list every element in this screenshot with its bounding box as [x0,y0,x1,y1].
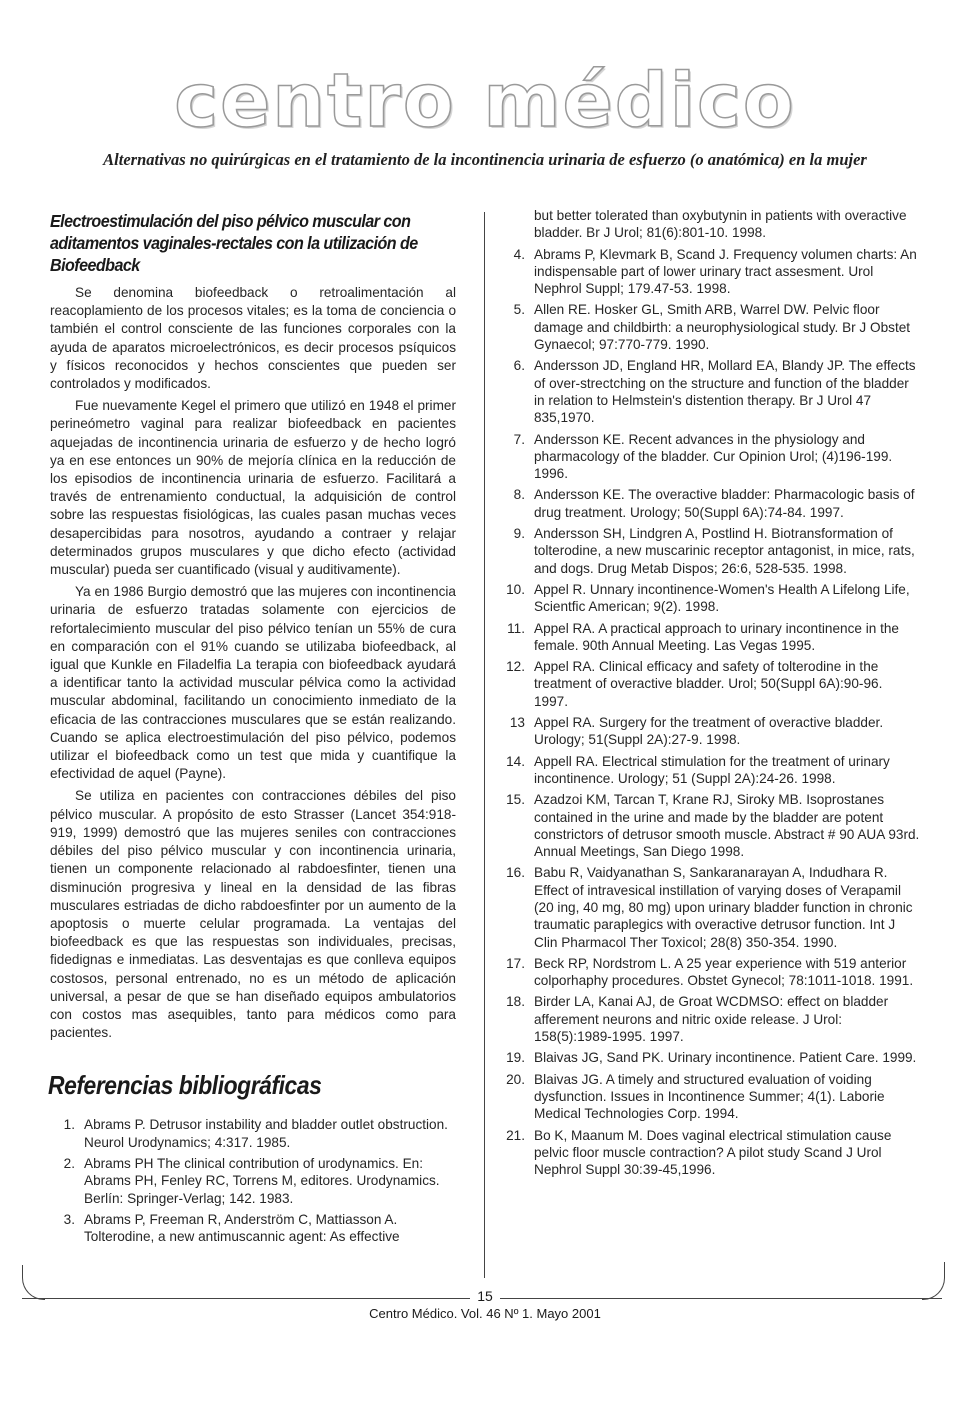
footer-frame-right [922,1262,945,1300]
reference-item [500,301,920,353]
reference-text: Andersson KE. Recent advances in the physiology and pharmacology of the bladder. Cur Opinion Urol; (4)196-199. 1996. [534,431,893,482]
references-heading: Referencias bibliográficas [48,1070,322,1101]
reference-number: 3. [63,1211,75,1227]
reference-text: Azadzoi KM, Tarcan T, Krane RJ, Siroky MB. Isoprostanes contained in the urine and made by the bladder are potent constrictors of detrusor smooth muscle. Abstract # 90 AUA 93rd. Annual Meetings, San Diego 1998. [534,792,920,860]
reference-number: 7. [513,431,525,447]
reference-item [50,1116,456,1151]
reference-text: Abrams P. Detrusor instability and bladder outlet obstruction. Neurol Urodynamics; 4:317. 1985. [84,1117,448,1150]
reference-number: 18. [506,994,525,1010]
page-number: 15 [470,1288,500,1304]
reference-number: 8. [513,487,525,503]
paragraph: Se utiliza en pacientes con contracciones débiles del piso pélvico muscular. A propósito de esto Strasser (Lancet 354:918-919, 1999) demostró que las mujeres seniles con contracciones débiles del piso pélvico muscular y con incontinencia urinaria, tienen un componente relacionado al rabdoesfinter, tienen una disminución progresiva y lineal en la densidad de las fibras musculares estriadas de dicho rabdoesfinter por un aumento de la apoptosis o muerte celular programada. La ventajas del biofeedback es que las respuestas son individuales, precisas, fidedignas e inmediatas. Las desventajas es que conlleva equipos costosos, personal entrenado, no es un método de aplicación universal, a pesar de que se han diseñado equipos ambulatorios con costos mas asequibles, tanto para médicos como para pacientes. [50,788,456,1041]
paragraph: Ya en 1986 Burgio demostró que las mujeres con incontinencia urinaria de esfuerzo tratadas solamente con ejercicios de refortalecimiento muscular del piso pélvico tenían un 55% de cura en comparación con el 91% cuando se utilizaba biofeedback, al igual que Kunkle en Filadelfia La terapia con biofeedback ayudará a identificar tanto la actividad muscular pélvica como la actividad muscular abdominal, facilitando un conocimiento inmediato de la eficacia de las contracciones musculares que se están realizando. Cuando se aplica electroestimulación del piso pélvico, podemos utilizar el biofeedback como un test que mida y cuantifique la efectividad de aquel (Payne). [50,584,456,782]
reference-text: Abrams P, Freeman R, Anderström C, Mattiasson A. Tolterodine, a new antimuscannic agent: As effective [84,1211,400,1245]
reference-item [500,431,920,483]
paragraph: Fue nuevamente Kegel el primero que utilizó en 1948 el primer perineómetro vaginal para realizar biofeedback en pacientes aquejadas de incontinencia urinaria de esfuerzo y de hecho logró ya en ese entonces un 90% de mejoría clínica en la reducción de los episodios de incontinencia urinaria de esfuerzo. Facilitará a través de entrenamiento conductual, la adquisición de control sobre las respuestas fisiológicas, las cuales pasan muchas veces desapercibidas para nosotros, ayudando a contraer y relajar determinados grupos musculares y que dicho efecto (actividad muscular) pueda ser cuantificado (visual y auditivamente). [50,398,456,578]
reference-item [500,620,920,655]
reference-text: Blaivas JG. A timely and structured evaluation of voiding dysfunction. Issues in Incontinence Summer; 4(1). Laborie Medical Technologies Corp. 1994. [534,1071,885,1122]
reference-item [500,864,920,950]
reference-number: 2. [63,1155,75,1171]
reference-number: 21. [506,1127,525,1143]
journal-title: centro médico [174,58,796,144]
reference-text: Andersson KE. The overactive bladder: Pharmacologic basis of drug treatment. Urology; 50(Suppl 6A):74-84. 1997. [534,487,915,520]
reference-item [500,581,920,616]
reference-number: 4. [513,246,525,262]
reference-number: 16. [506,865,525,881]
reference-item [500,993,920,1045]
reference-item [500,525,920,577]
reference-text: Blaivas JG, Sand PK. Urinary incontinence. Patient Care. 1999. [534,1050,917,1066]
reference-number: 15. [506,792,525,808]
reference-number: 14. [506,753,525,769]
reference-item [50,1155,456,1207]
reference-item [500,246,920,298]
section-heading: Electroestimulación del piso pélvico muscular con aditamentos vaginales-rectales con la utilización de Biofeedback [50,211,418,275]
reference-number: 5. [513,302,525,318]
reference-item [500,486,920,521]
reference-number: 12. [506,659,525,675]
reference-text: Appel RA. A practical approach to urinary incontinence in the female. 90th Annual Meeting. Las Vegas 1995. [534,620,899,653]
reference-text: but better tolerated than oxybutynin in patients with overactive bladder. Br J Urol; 81(6):801-10. 1998. [534,208,907,241]
article-title: Alternativas no quirúrgicas en el tratamiento de la incontinencia urinaria de esfuerzo (o anatómica) en la mujer [103,150,867,169]
reference-number: 19. [506,1050,525,1066]
reference-number: 17. [506,955,525,971]
reference-text: Abrams P, Klevmark B, Scand J. Frequency volumen charts: An indispensable part of lower urinary tract assesment. Urol Nephrol Suppl; 179.47-53. 1998. [534,246,917,297]
reference-continuation [500,207,920,242]
reference-item [500,658,920,710]
reference-number: 9. [513,526,525,542]
reference-item [500,1049,920,1066]
reference-number: 6. [513,358,525,374]
footer-frame-left [22,1265,45,1300]
right-column [500,207,920,1182]
reference-text: Appel R. Unnary incontinence-Women's Health A Lifelong Life, Scientfic American; 9(2). 1998. [534,581,910,615]
reference-text: Andersson JD, England HR, Mollard EA, Blandy JP. The effects of over-strectching on the structure and function of the bladder in relation to Helmstein's distention therapy. Br J Urol 47 835,1970. [534,358,916,426]
reference-item [50,1211,456,1246]
reference-text: Beck RP, Nordstrom L. A 25 year experience with 519 anterior colporhaphy procedures. Obstet Gynecol; 78:1011-1018. 1991. [534,955,914,989]
reference-text: Bo K, Maanum M. Does vaginal electrical stimulation cause pelvic floor muscle contraction? A pilot study Scand J Urol Nephrol Suppl 30:39-45,1996. [534,1127,892,1178]
reference-number: 13 [509,715,525,731]
reference-text: Birder LA, Kanai AJ, de Groat WCDMSO: effect on bladder afferement neurons and nitric oxide release. J Urol: 158(5):1989-1995. 1997. [534,994,889,1045]
reference-item [500,714,920,749]
reference-text: Babu R, Vaidyanathan S, Sankaranarayan A, Indudhara R. Effect of intravesical instillation of varying doses of Verapamil (20 ing, 40 mg, 80 mg) upon urinary bladder function in chronic traumatic paraplegics with overactive detrusor function. Int J Clin Pharmacol Ther Toxicol; 28(8) 350-354. 1990. [534,865,913,950]
reference-number: 1. [63,1117,75,1133]
reference-item [500,955,920,990]
reference-text: Andersson SH, Lindgren A, Postlind H. Biotransformation of tolterodine, a new muscarinic receptor antagonist, in mice, rats, and dogs. Drug Metab Dispos; 26:6, 528-535. 1998. [534,526,915,576]
reference-item [500,1127,920,1179]
reference-text: Appell RA. Electrical stimulation for the treatment of urinary incontinence. Urology; 51 (Suppl 2A):24-26. 1998. [534,753,890,786]
column-divider [484,212,485,1278]
reference-text: Allen RE. Hosker GL, Smith ARB, Warrel DW. Pelvic floor damage and childbirth: a neurophysiological study. Br J Obstet Gynaecol; 97:770-779. 1990. [534,302,911,353]
reference-item [500,791,920,860]
reference-number: 10. [506,581,525,597]
footer-citation: Centro Médico. Vol. 46 Nº 1. Mayo 2001 [369,1306,601,1321]
reference-item [500,1071,920,1123]
reference-number: 11. [507,620,525,636]
left-column [50,210,456,1249]
reference-text: Appel RA. Clinical efficacy and safety of tolterodine in the treatment of overactive bladder. Urol; 50(Suppl 6A):90-96. 1997. [534,659,883,709]
reference-text: Appel RA. Surgery for the treatment of overactive bladder. Urology; 51(Suppl 2A):27-9. 1998. [534,715,884,748]
reference-text: Abrams PH The clinical contribution of urodynamics. En: Abrams PH, Fenley RC, Torrens M, editores. Urodynamics. Berlín: Springer-Verlag; 142. 1983. [84,1155,440,1206]
paragraph: Se denomina biofeedback o retroalimentación al reacoplamiento de los procesos vitales; es la toma de conciencia o también el control consciente de las funciones corporales con la ayuda de aparatos microelectrónicos, es decir procesos psíquicos y físicos reconocidos y hechos conscientes que pueden ser controlados y modificados. [50,285,456,392]
reference-item [500,357,920,426]
reference-item [500,753,920,788]
reference-number: 20. [506,1071,525,1087]
